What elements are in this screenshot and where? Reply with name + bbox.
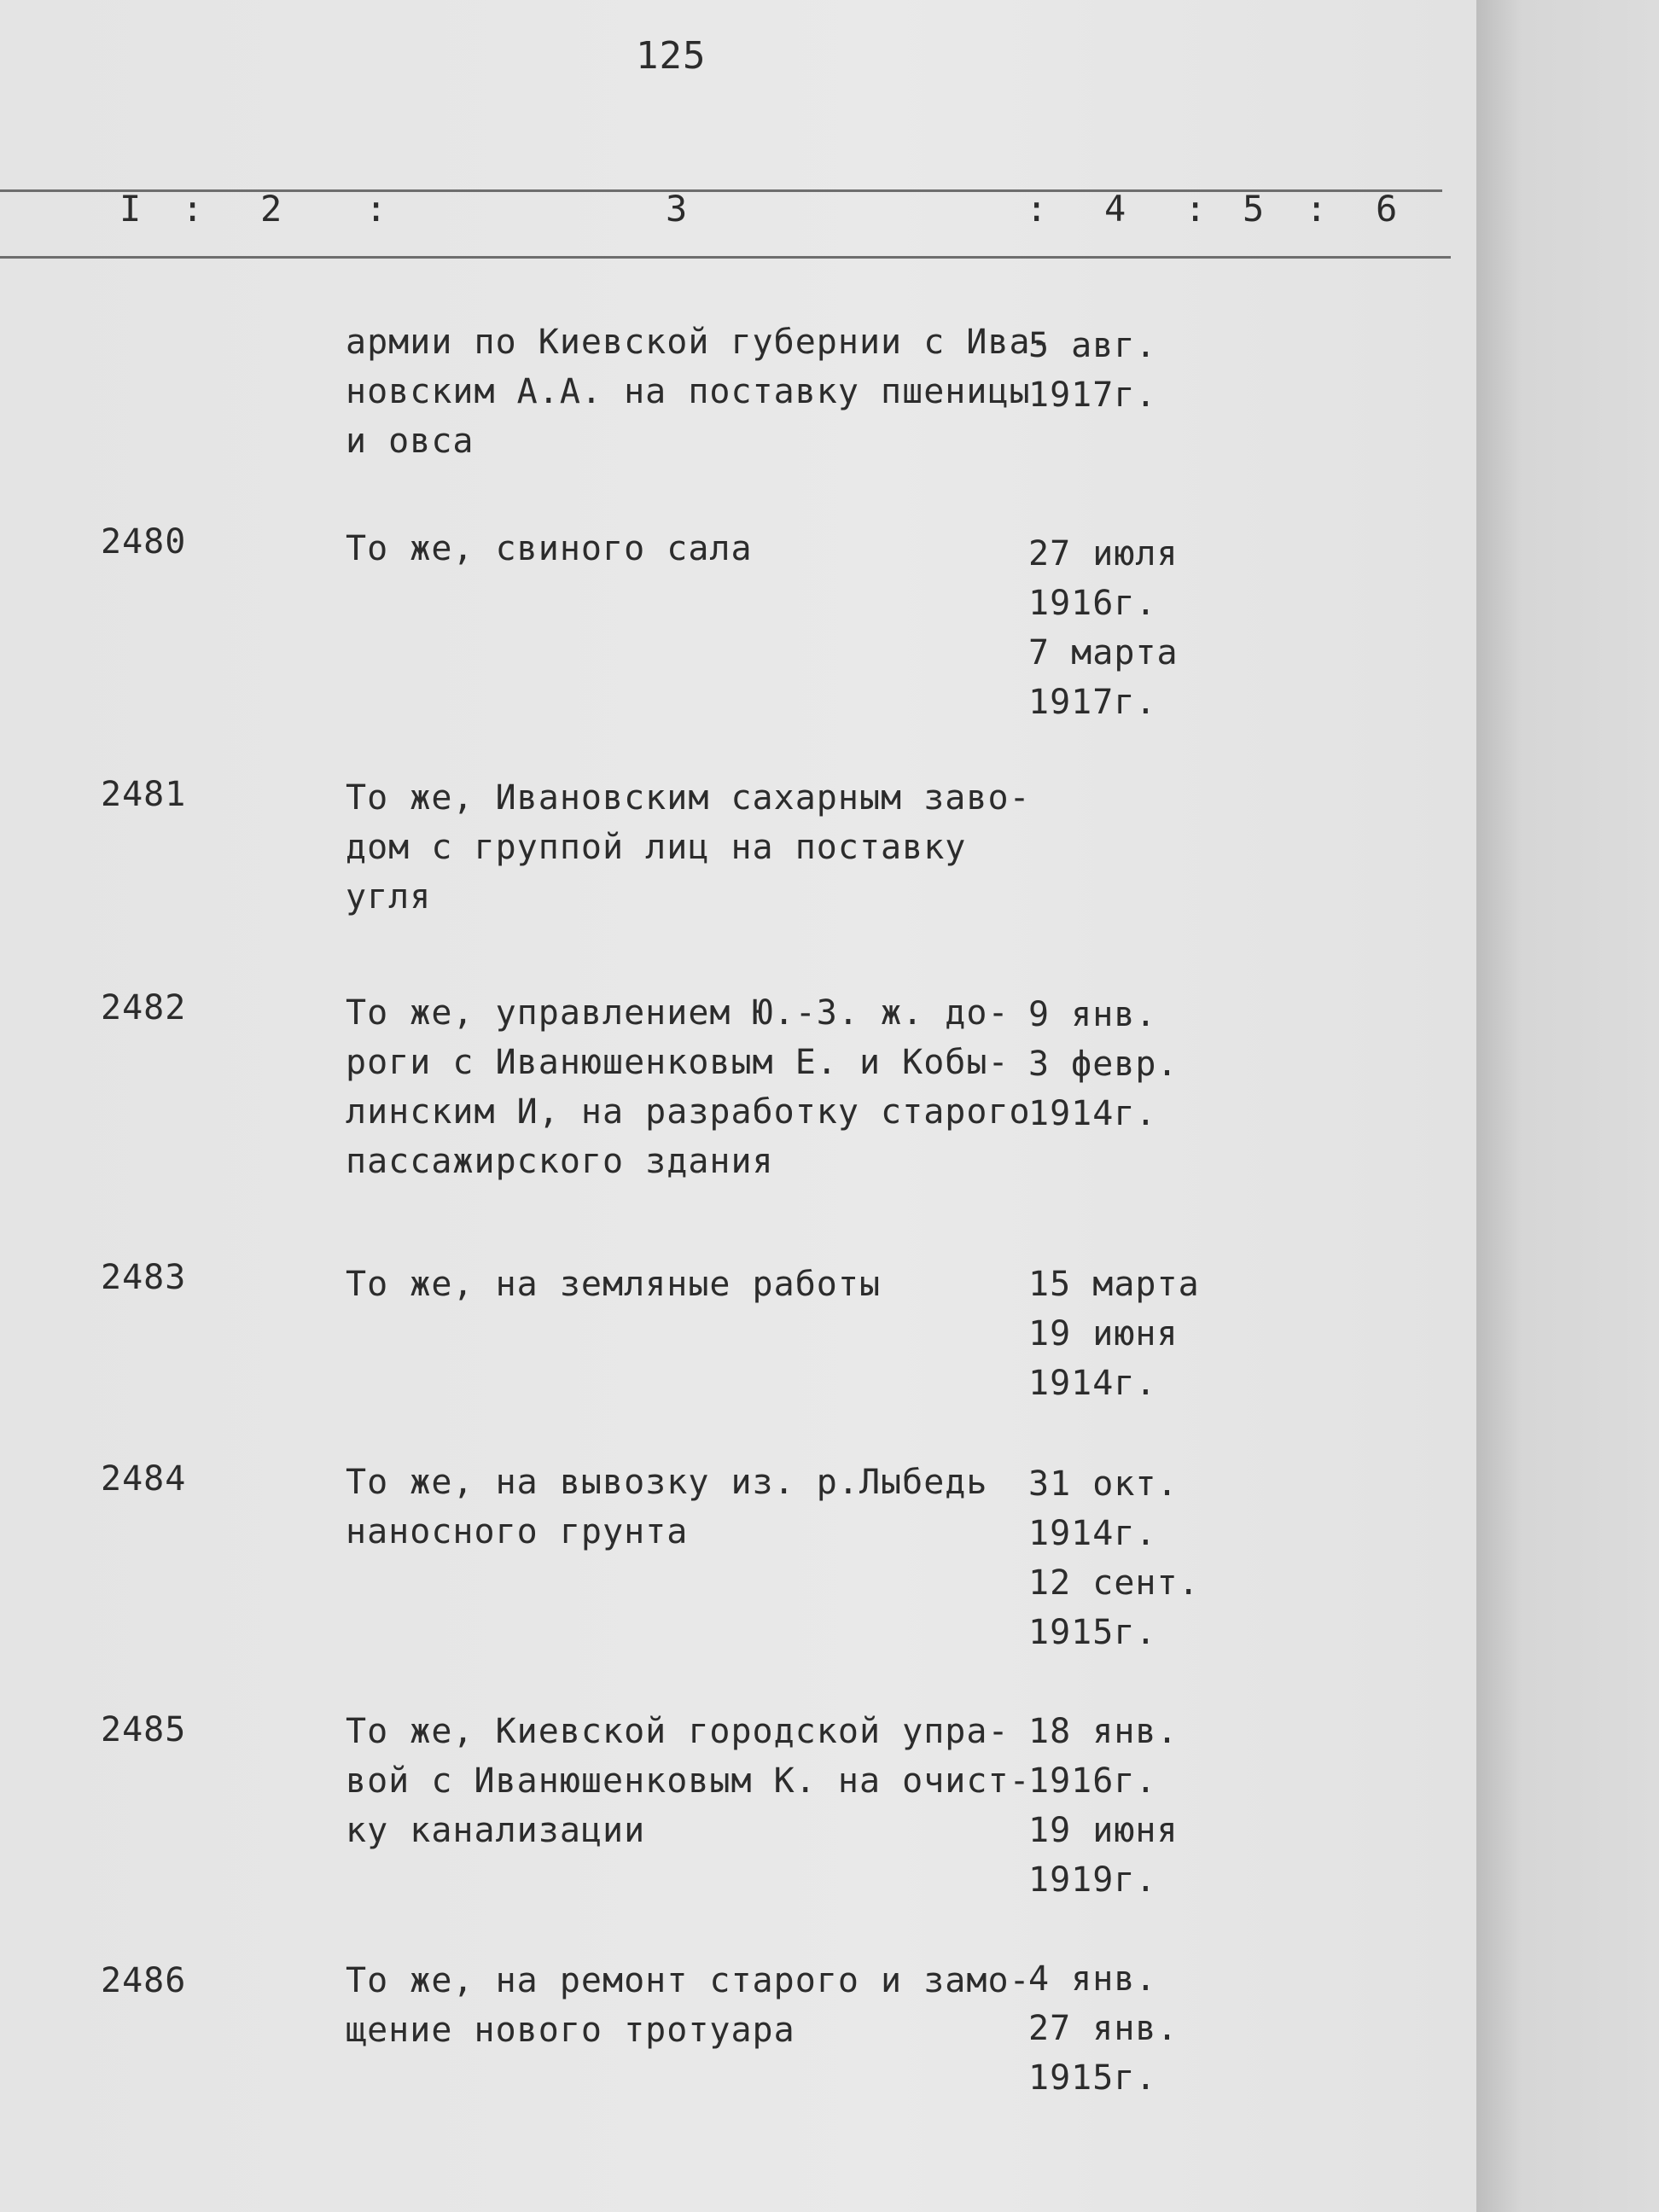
col-header-2: 2 <box>260 188 282 230</box>
desc-line: То же, Киевской городской упра- <box>346 1712 1010 1751</box>
col-header-sep-5: : <box>1306 188 1328 230</box>
entry-number-2486: 2486 <box>101 1961 187 2000</box>
entry-dates-2484 <box>1028 1459 1200 1657</box>
date-line: 9 янв. <box>1028 995 1157 1034</box>
desc-line: То же, Ивановским сахарным заво- <box>346 778 1031 818</box>
date-line: 12 сент. <box>1028 1563 1200 1603</box>
desc-line: То же, на ремонт старого и замо- <box>346 1961 1031 2000</box>
entry-description-2485 <box>346 1707 1031 1855</box>
desc-line: пассажирского здания <box>346 1142 774 1181</box>
date-line: 19 июня <box>1028 1811 1179 1850</box>
desc-line: угля <box>346 877 432 917</box>
col-header-6: 6 <box>1376 188 1398 230</box>
date-line: 1917г. <box>1028 375 1157 415</box>
desc-line: и овса <box>346 422 474 461</box>
date-line: 1914г. <box>1028 1364 1157 1403</box>
desc-line: новским А.А. на поставку пшеницы <box>346 372 1031 411</box>
entry-dates-2483 <box>1028 1260 1200 1408</box>
desc-line: армии по Киевской губернии с Ива- <box>346 323 1052 362</box>
date-line: 18 янв. <box>1028 1712 1179 1751</box>
entry-description-2482 <box>346 988 1031 1186</box>
date-line: 19 июня <box>1028 1314 1179 1353</box>
desc-line: То же, на вывозку из. р.Лыбедь <box>346 1463 988 1502</box>
col-header-1: I <box>119 188 142 230</box>
entry-description-2481 <box>346 773 1031 922</box>
header-rule-bottom <box>0 256 1451 259</box>
entry-description-2483 <box>346 1260 1028 1309</box>
entry-description-2486 <box>346 1956 1031 2055</box>
entry-number-2482: 2482 <box>101 988 187 1027</box>
date-line: 15 марта <box>1028 1265 1200 1304</box>
header-rule-top <box>0 189 1442 192</box>
col-header-3: 3 <box>666 188 688 230</box>
date-line: 31 окт. <box>1028 1464 1179 1504</box>
desc-line: линским И, на разработку старого <box>346 1092 1031 1132</box>
continuation-dates <box>1028 321 1157 420</box>
date-line: 1915г. <box>1028 1613 1157 1652</box>
desc-line: То же, свиного сала <box>346 529 753 568</box>
page-edge-shadow <box>1476 0 1659 2212</box>
desc-line: щение нового тротуара <box>346 2011 795 2050</box>
date-line: 4 янв. <box>1028 1959 1157 1999</box>
desc-line: То же, управлением Ю.-З. ж. до- <box>346 993 1010 1033</box>
date-line: 1915г. <box>1028 2058 1157 2098</box>
continuation-description <box>346 317 1052 466</box>
date-line: 1919г. <box>1028 1860 1157 1900</box>
col-header-5: 5 <box>1243 188 1265 230</box>
page-number: 125 <box>636 34 707 78</box>
col-header-sep-3: : <box>1026 188 1048 230</box>
entry-description-2480 <box>346 524 1028 573</box>
entry-number-2481: 2481 <box>101 775 187 814</box>
col-header-sep-4: : <box>1185 188 1207 230</box>
entry-dates-2485 <box>1028 1707 1179 1905</box>
col-header-sep-2: : <box>365 188 387 230</box>
col-header-sep-1: : <box>182 188 204 230</box>
col-header-4: 4 <box>1104 188 1126 230</box>
date-line: 3 февр. <box>1028 1045 1179 1084</box>
desc-line: ку канализации <box>346 1811 646 1850</box>
date-line: 27 июля <box>1028 534 1179 573</box>
date-line: 1914г. <box>1028 1514 1157 1553</box>
desc-line: вой с Иванюшенковым К. на очист- <box>346 1761 1031 1801</box>
entry-number-2484: 2484 <box>101 1459 187 1499</box>
desc-line: роги с Иванюшенковым Е. и Кобы- <box>346 1043 1010 1082</box>
desc-line: дом с группой лиц на поставку <box>346 828 967 867</box>
date-line: 27 янв. <box>1028 2009 1179 2048</box>
date-line: 1914г. <box>1028 1094 1157 1133</box>
desc-line: То же, на земляные работы <box>346 1265 882 1304</box>
date-line: 7 марта <box>1028 633 1179 672</box>
entry-dates-2486 <box>1028 1954 1179 2103</box>
entry-dates-2480 <box>1028 529 1179 727</box>
date-line: 1916г. <box>1028 1761 1157 1801</box>
desc-line: наносного грунта <box>346 1512 689 1551</box>
entry-description-2484 <box>346 1458 1028 1557</box>
entry-dates-2482 <box>1028 990 1179 1138</box>
date-line: 5 авг. <box>1028 326 1157 365</box>
date-line: 1916г. <box>1028 584 1157 623</box>
entry-number-2480: 2480 <box>101 522 187 562</box>
date-line: 1917г. <box>1028 683 1157 722</box>
entry-number-2483: 2483 <box>101 1258 187 1297</box>
entry-number-2485: 2485 <box>101 1710 187 1749</box>
